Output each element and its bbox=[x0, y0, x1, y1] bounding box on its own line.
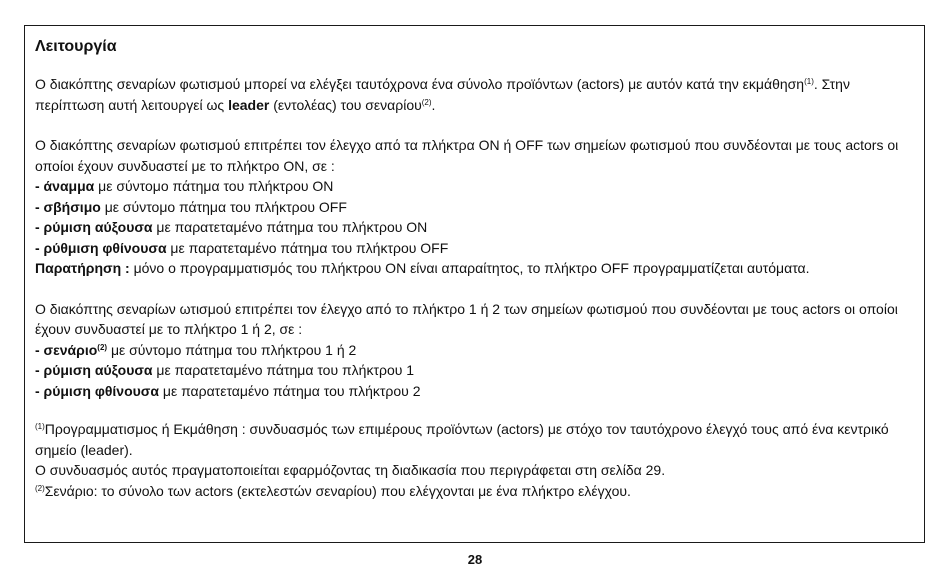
list-item-term: - ρύμιση αύξουσα bbox=[35, 219, 153, 235]
footnote-2-text: Σενάριο: το σύνολο των actors (εκτελεστών σεναρίου) που ελέγχονται με ένα πλήκτρο ελέγχου. bbox=[44, 482, 631, 499]
list-item-desc: με παρατεταμένο πάτημα του πλήκτρου 2 bbox=[158, 382, 421, 399]
list-item bbox=[35, 217, 914, 238]
list-item-term: - σβήσιμο bbox=[35, 198, 101, 215]
footnote-1 bbox=[35, 419, 914, 460]
list-item bbox=[35, 176, 914, 197]
intro-paragraph bbox=[35, 74, 914, 115]
note-text: μόνο ο προγραμματισμός του πλήκτρου ON είναι απαραίτητος, το πλήκτρο OFF προγραμματίζεται αυτόματα. bbox=[129, 260, 810, 276]
keys12-lead-paragraph: Ο διακόπτης σεναρίων ωτισμού επιτρέπει τον έλεγχο από το πλήκτρο 1 ή 2 των σημείων φωτισμού που συνδέονται με τους actors οι οποίοι έχουν συνδυαστεί με το πλήκτρο 1 ή 2, σε : bbox=[35, 300, 898, 337]
list-item-desc: με παρατεταμένο πάτημα του πλήκτρου OFF bbox=[166, 239, 449, 256]
note-paragraph bbox=[35, 258, 914, 279]
list-item-term: - ρύμιση φθίνουσα bbox=[35, 382, 159, 399]
list-item-desc: με σύντομο πάτημα του πλήκτρου OFF bbox=[100, 198, 347, 215]
intro-text-1: Ο διακόπτης σεναρίων φωτισμού μπορεί να ελέγξει ταυτόχρονα ένα σύνολο προϊόντων (actors) με αυτόν κατά την εκμάθηση bbox=[35, 76, 805, 92]
footnote-1-continuation: Ο συνδυασμός αυτός πραγματοποιείται εφαρμόζοντας τη διαδικασία που περιγράφεται στη σελίδα 29. bbox=[35, 462, 666, 478]
list-item bbox=[35, 360, 914, 381]
list-item bbox=[35, 340, 914, 361]
list-item-desc: με σύντομο πάτημα του πλήκτρου ON bbox=[94, 178, 334, 194]
footnote-ref-2: (2) bbox=[97, 342, 108, 352]
footnote-ref-1: (1) bbox=[804, 77, 814, 86]
list-item-desc: με παρατεταμένο πάτημα του πλήκτρου 1 bbox=[152, 362, 415, 378]
list-item-term: - σενάριο bbox=[35, 341, 98, 358]
list-item-desc: με παρατεταμένο πάτημα του πλήκτρου ON bbox=[152, 219, 428, 235]
content-frame bbox=[24, 25, 925, 543]
footnote-1-text: Προγραμματισμος ή Εκμάθηση : συνδυασμός των επιμέρους προϊόντων (actors) με στόχο τον ταυτόχρονο έλεγχό τους από ένα κεντρικό σημείο (leader). bbox=[35, 421, 889, 458]
footnote-marker-2: (2) bbox=[35, 483, 45, 493]
footnote-ref-2: (2) bbox=[421, 97, 432, 107]
onoff-lead-paragraph: Ο διακόπτης σεναρίων φωτισμού επιτρέπει τον έλεγχο από τα πλήκτρα ON ή OFF των σημείων φωτισμού που συνδέονται με τους actors οι οποίοι έχουν συνδυαστεί με το πλήκτρο ON, σε : bbox=[35, 137, 899, 174]
leader-term: leader bbox=[228, 96, 270, 113]
intro-text-2: . Στην περίπτωση αυτή λειτουργεί ως bbox=[35, 76, 850, 113]
page-number: 28 bbox=[467, 552, 483, 567]
list-item bbox=[35, 197, 914, 218]
footnote-marker-1: (1) bbox=[35, 422, 45, 431]
list-item-term: - ρύθμιση φθίνουσα bbox=[35, 239, 167, 256]
intro-text-3: (εντολέας) του σεναρίου bbox=[269, 96, 422, 113]
list-item bbox=[35, 381, 914, 402]
intro-text-4: . bbox=[431, 96, 436, 113]
section-heading: Λειτουργία bbox=[35, 38, 117, 55]
list-item-term: - άναμμα bbox=[35, 178, 95, 194]
note-label: Παρατήρηση : bbox=[35, 260, 130, 276]
list-item-term: - ρύμιση αύξουσα bbox=[35, 362, 153, 378]
list-item bbox=[35, 238, 914, 259]
footnote-2 bbox=[35, 481, 914, 502]
list-item-desc: με σύντομο πάτημα του πλήκτρου 1 ή 2 bbox=[107, 341, 357, 358]
